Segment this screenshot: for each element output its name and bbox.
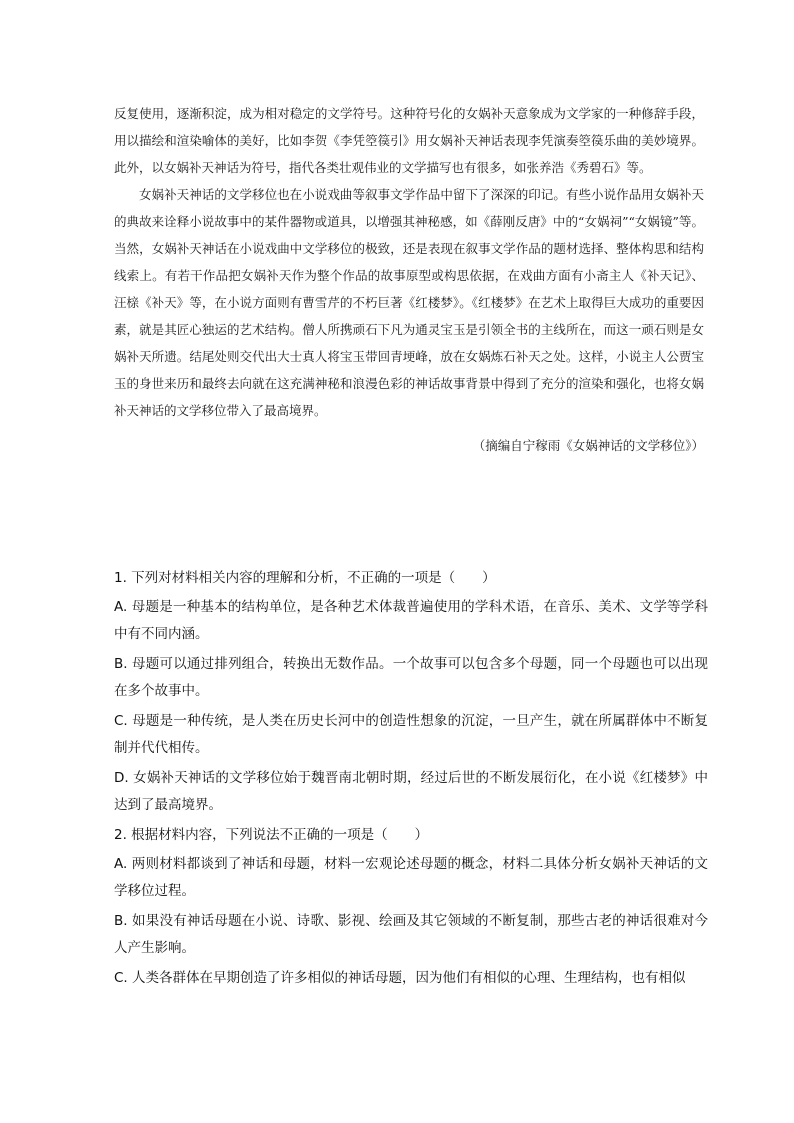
option-b: B. 如果没有神话母题在小说、诗歌、影视、绘画及其它领域的不断复制，那些古老的神话很难对今人产生影响。 [114, 913, 708, 956]
question-stem: 1. 下列对材料相关内容的理解和分析，不正确的一项是（ ） [114, 570, 496, 586]
option-a: A. 两则材料都谈到了神话和母题，材料一宏观论述母题的概念，材料二具体分析女娲补天神话的文学移位过程。 [114, 856, 708, 899]
reading-passage [114, 100, 704, 459]
option-c: C. 母题是一种传统，是人类在历史长河中的创造性想象的沉淀，一旦产生，就在所属群体中不断复制并代代相传。 [114, 713, 708, 756]
question-stem: 2. 根据材料内容，下列说法不正确的一项是（ ） [114, 827, 429, 843]
question-1 [114, 565, 708, 819]
option-d: D. 女娲补天神话的文学移位始于魏晋南北朝时期，经过后世的不断发展衍化，在小说《红楼梦》中达到了最高境界。 [114, 770, 708, 813]
passage-source-citation: （摘编自宁稼雨《女娲神话的文学移位》） [472, 438, 704, 453]
option-c: C. 人类各群体在早期创造了许多相似的神话母题，因为他们有相似的心理、生理结构，也有相似 [114, 970, 686, 986]
question-2 [114, 822, 708, 992]
option-b: B. 母题可以通过排列组合，转换出无数作品。一个故事可以包含多个母题，同一个母题也可以出现在多个故事中。 [114, 656, 708, 699]
option-a: A. 母题是一种基本的结构单位，是各种艺术体裁普遍使用的学科术语，在音乐、美术、文学等学科中有不同内涵。 [114, 599, 708, 642]
question-section [114, 565, 708, 995]
passage-paragraph-1: 反复使用，逐渐积淀，成为相对稳定的文学符号。这种符号化的女娲补天意象成为文学家的一种修辞手段，用以描绘和渲染喻体的美好，比如李贺《李凭箜篌引》用女娲补天神话表现李凭演奏箜篌乐曲的美妙境界。此外，以女娲补天神话为符号，指代各类壮观伟业的文学描写也有很多，如张养浩《秀碧石》等。 [114, 106, 704, 175]
passage-paragraph-2: 女娲补天神话的文学移位也在小说戏曲等叙事文学作品中留下了深深的印记。有些小说作品用女娲补天的典故来诠释小说故事中的某件器物或道具，以增强其神秘感，如《薛刚反唐》中的“女娲祠”“女娲镜”等。当然，女娲补天神话在小说戏曲中文学移位的极致，还是表现在叙事文学作品的题材选择、整体构思和结构线索上。有若干作品把女娲补天作为整个作品的故事原型或构思依据，在戏曲方面有小斋主人《补天记》、汪榇《补天》等，在小说方面则有曹雪芹的不朽巨著《红楼梦》。《红楼梦》在艺术上取得巨大成功的重要因素，就是其匠心独运的艺术结构。僧人所携顽石下凡为通灵宝玉是引领全书的主线所在，而这一顽石则是女娲补天所遗。结尾处则交代出大士真人将宝玉带回青埂峰，放在女娲炼石补天之处。这样，小说主人公贾宝玉的身世来历和最终去向就在这充满神秘和浪漫色彩的神话故事背景中得到了充分的渲染和强化，也将女娲补天神话的文学移位带入了最高境界。 [114, 187, 704, 418]
